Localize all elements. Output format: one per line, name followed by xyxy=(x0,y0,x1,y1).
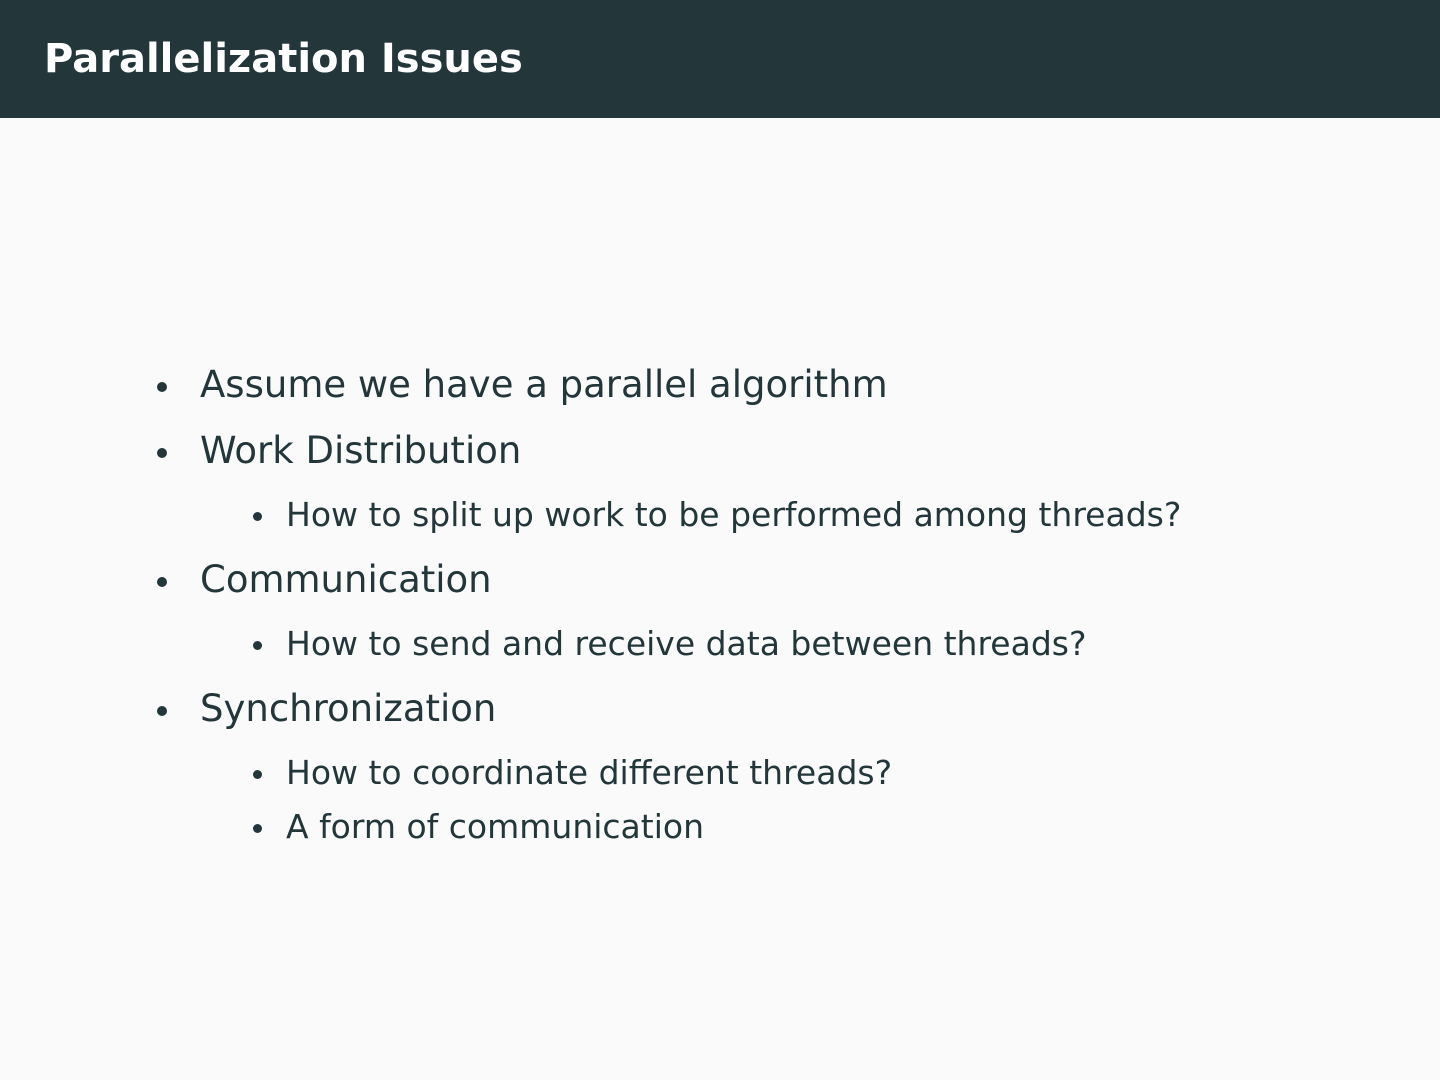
slide-title: Parallelization Issues xyxy=(44,36,523,82)
bullet-dot-icon xyxy=(253,824,262,833)
bullet-text: Synchronization xyxy=(200,687,497,730)
bullet-dot-icon xyxy=(253,770,262,779)
bullet-text: Communication xyxy=(200,558,492,601)
sub-bullet-item xyxy=(240,752,892,794)
bullet-dot-icon xyxy=(253,512,262,521)
slide-body xyxy=(0,118,1440,1080)
sub-bullet-text: How to send and receive data between threads? xyxy=(286,624,1087,663)
bullet-dot-icon xyxy=(157,577,167,587)
bullet-text: Assume we have a parallel algorithm xyxy=(200,363,888,406)
bullet-item xyxy=(150,362,888,408)
sub-bullet-item xyxy=(240,494,1181,536)
sub-bullet-item xyxy=(240,623,1087,665)
bullet-text: Work Distribution xyxy=(200,429,522,472)
slide-title-bar xyxy=(0,0,1440,118)
bullet-dot-icon xyxy=(253,641,262,650)
sub-bullet-text: How to coordinate different threads? xyxy=(286,753,893,792)
bullet-dot-icon xyxy=(157,706,167,716)
bullet-dot-icon xyxy=(157,448,167,458)
bullet-item xyxy=(150,428,521,474)
sub-bullet-text: How to split up work to be performed among threads? xyxy=(286,495,1182,534)
sub-bullet-item xyxy=(240,806,704,848)
bullet-item xyxy=(150,557,492,603)
bullet-dot-icon xyxy=(157,382,167,392)
bullet-item xyxy=(150,686,496,732)
sub-bullet-text: A form of communication xyxy=(286,807,704,846)
